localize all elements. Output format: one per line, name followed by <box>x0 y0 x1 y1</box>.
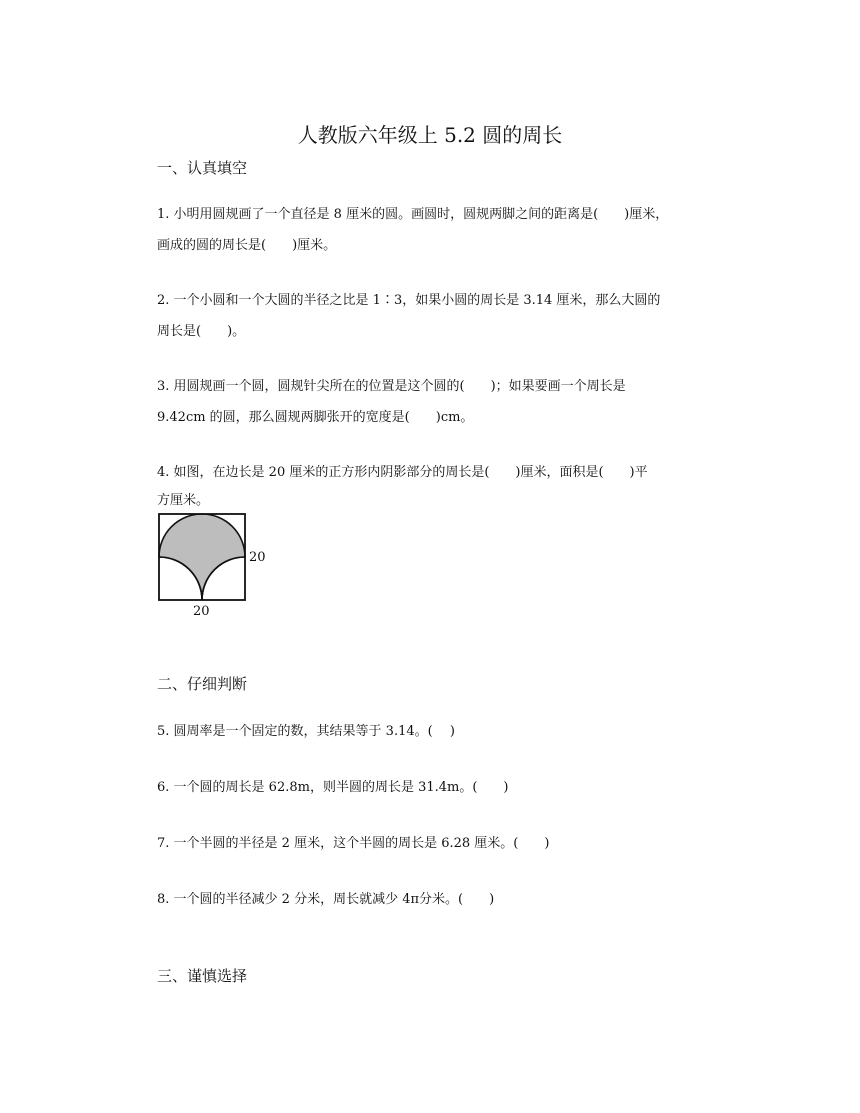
section-heading-choose: 三、谨慎选择 <box>157 967 248 985</box>
shaded-region <box>159 514 245 600</box>
question-2-line-2: 周长是( )。 <box>157 324 246 339</box>
page-title: 人教版六年级上 5.2 圆的周长 <box>297 123 563 147</box>
question-1-line-1: 1. 小明用圆规画了一个直径是 8 厘米的圆。画圆时，圆规两脚之间的距离是( )厘米， <box>157 207 669 222</box>
question-4-line-2: 方厘米。 <box>157 493 210 508</box>
bottom-length-label: 20 <box>193 604 210 619</box>
section-heading-judge: 二、仔细判断 <box>157 675 248 693</box>
question-3-line-2: 9.42cm 的圆，那么圆规两脚张开的宽度是( )cm。 <box>157 410 474 425</box>
question-3-line-1: 3. 用圆规画一个圆，圆规针尖所在的位置是这个圆的( )；如果要画一个周长是 <box>157 379 626 394</box>
question-6: 6. 一个圆的周长是 62.8m，则半圆的周长是 31.4m。( ) <box>157 780 509 795</box>
section-heading-fill-in: 一、认真填空 <box>157 159 248 177</box>
side-length-label: 20 <box>249 550 266 565</box>
question-2-line-1: 2. 一个小圆和一个大圆的半径之比是 1∶3，如果小圆的周长是 3.14 厘米，那么大圆的 <box>157 293 661 308</box>
question-4-line-1: 4. 如图，在边长是 20 厘米的正方形内阴影部分的周长是( )厘米，面积是( )平 <box>157 465 648 480</box>
question-7: 7. 一个半圆的半径是 2 厘米，这个半圆的周长是 6.28 厘米。( ) <box>157 836 550 851</box>
question-5: 5. 圆周率是一个固定的数，其结果等于 3.14。( ) <box>157 724 455 739</box>
question-1-line-2: 画成的圆的周长是( )厘米。 <box>157 238 337 253</box>
square-semicircle-figure <box>152 512 276 620</box>
question-8: 8. 一个圆的半径减少 2 分米，周长就减少 4π分米。( ) <box>157 892 495 907</box>
